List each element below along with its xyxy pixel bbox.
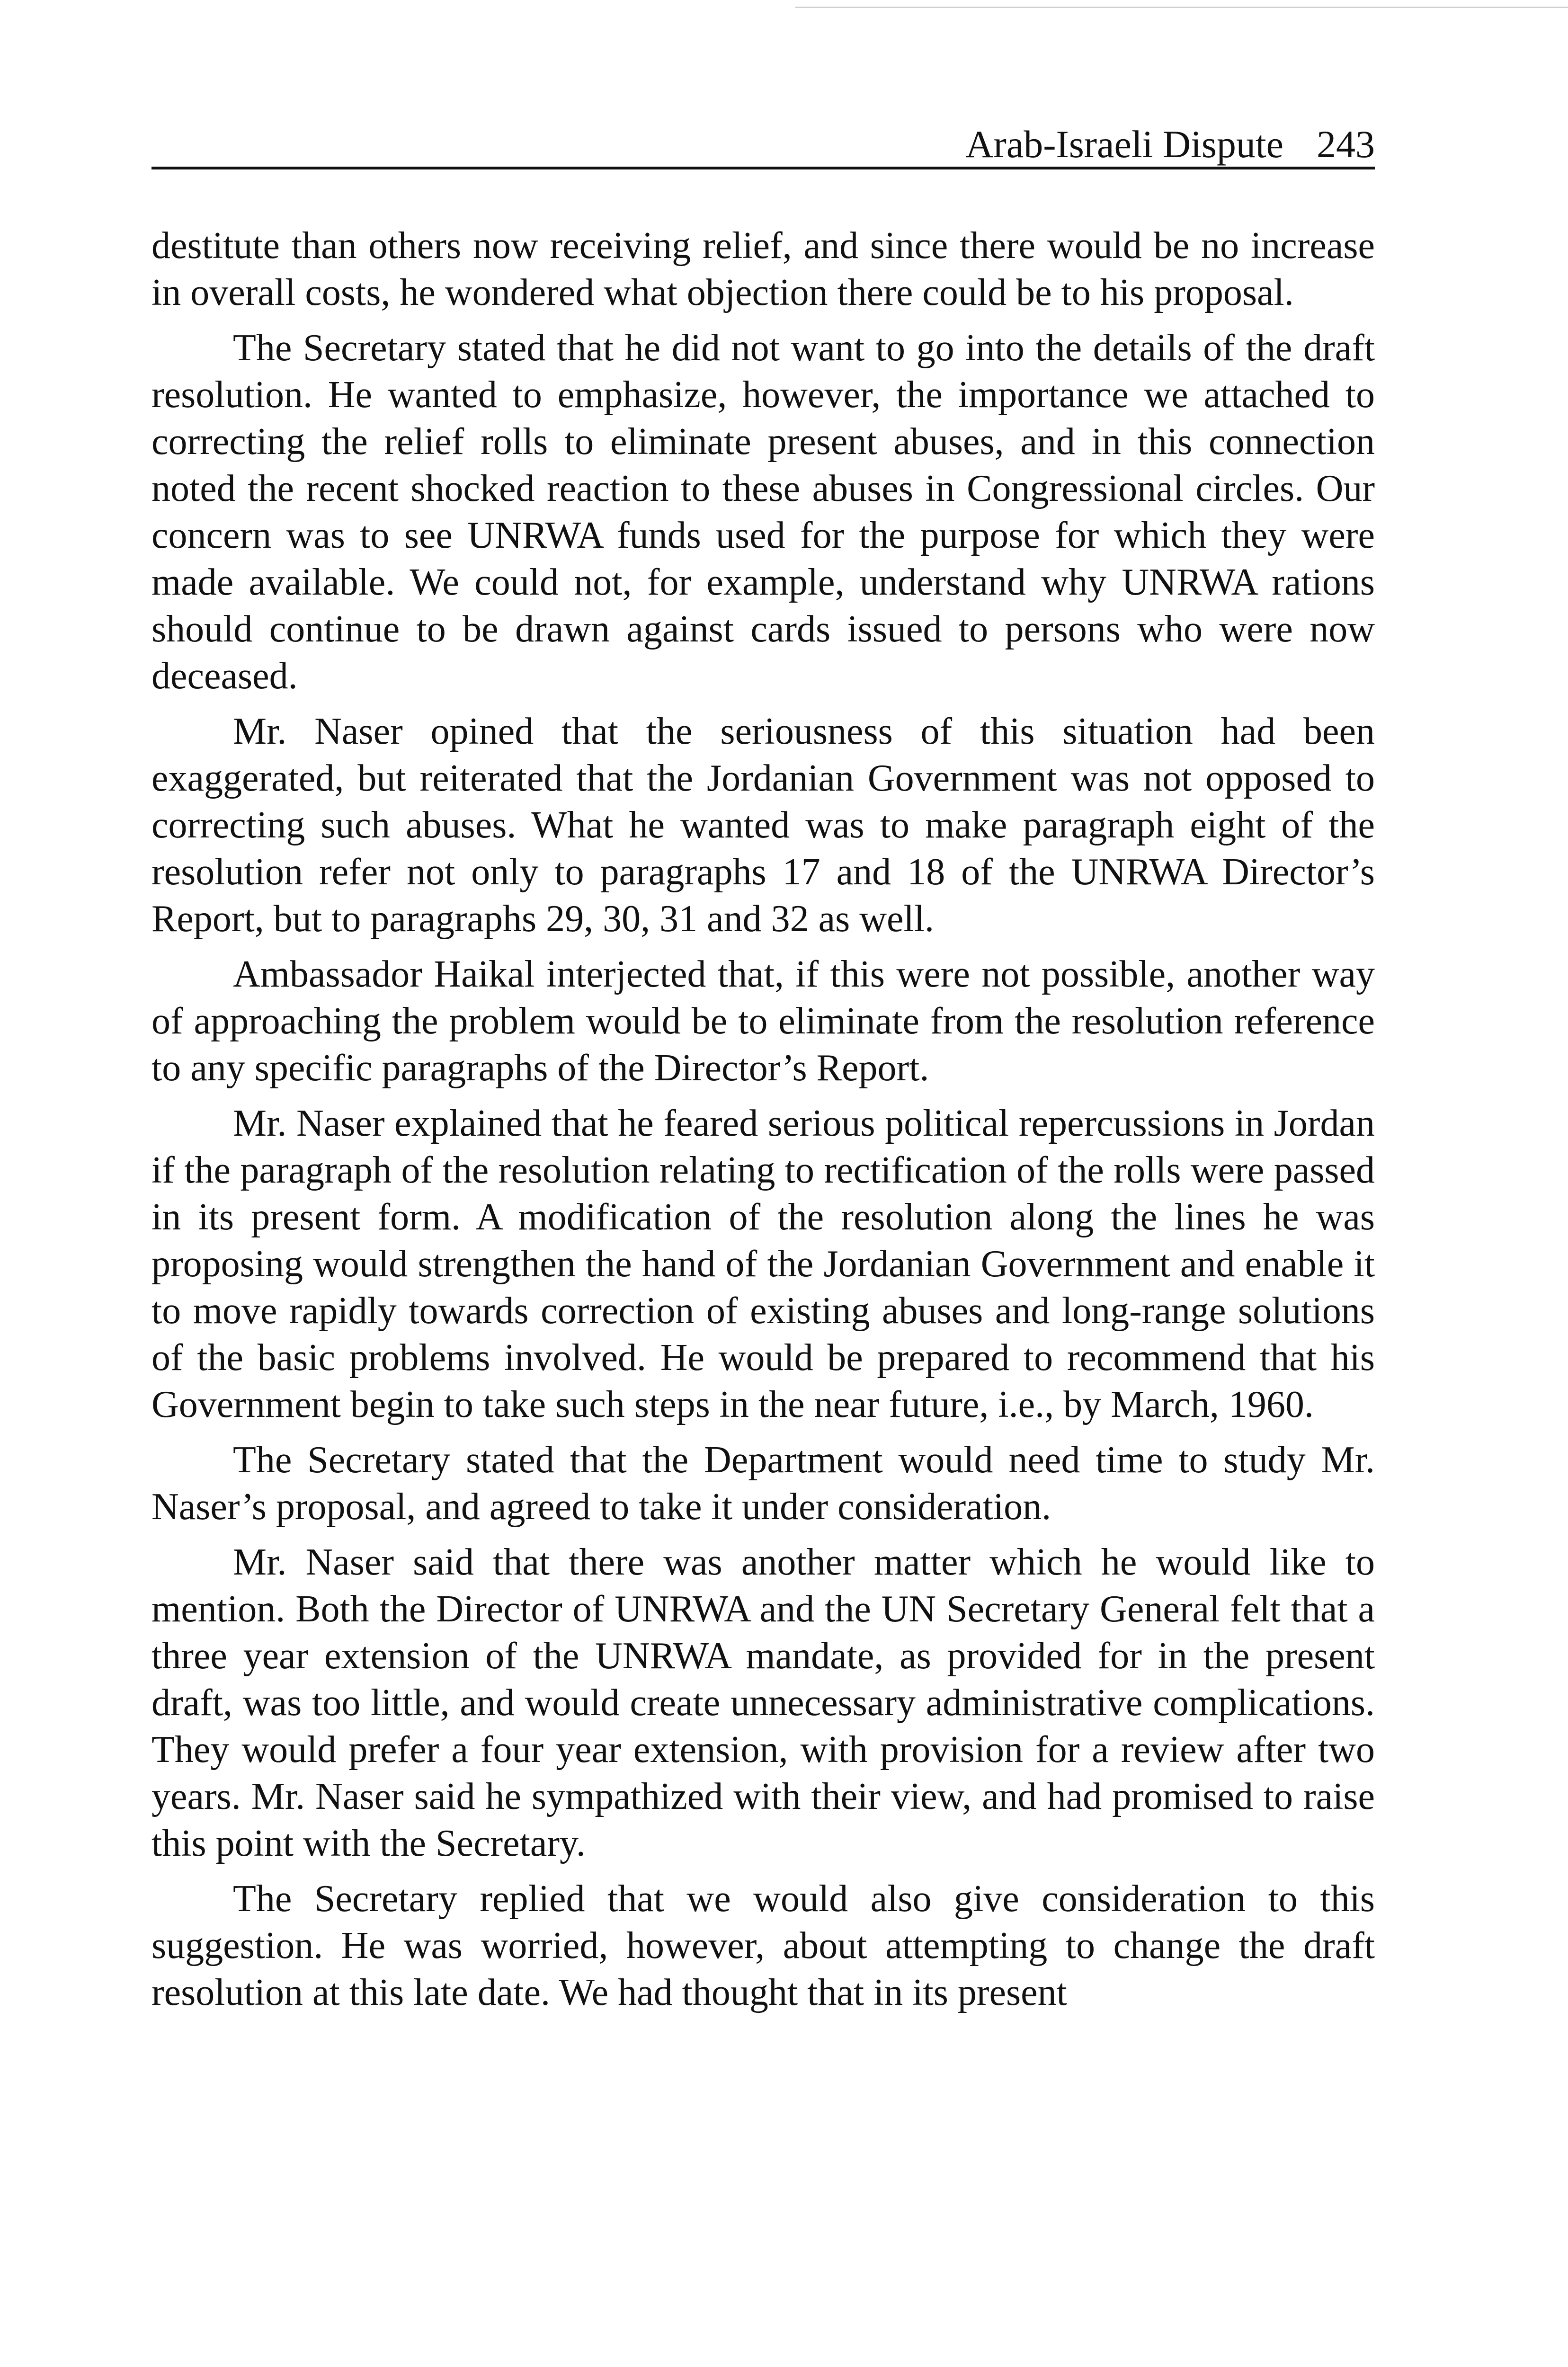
paragraph-1: destitute than others now receiving relief, and since there would be no increase in overall costs, he wondered what objection there could be to his proposal.	[151, 225, 1375, 313]
paragraph-6: The Secretary stated that the Department would need time to study Mr. Naser’s proposal, and agreed to take it under consideration.	[151, 1439, 1375, 1528]
paragraph-5: Mr. Naser explained that he feared serious political repercussions in Jordan if the paragraph of the resolution relating to rectification of the rolls were passed in its present form. A modification of the resolution along the lines he was proposing would strengthen the hand of the Jordanian Government and enable it to move rapidly towards correction of existing abuses and long-range solutions of the basic problems involved. He would be prepared to recommend that his Government begin to take such steps in the near future, i.e., by March, 1960.	[151, 1103, 1375, 1425]
running-header	[151, 114, 1375, 169]
paragraph-2: The Secretary stated that he did not want to go into the details of the draft resolution. He wanted to emphasize, however, the importance we attached to correcting the relief rolls to eliminate present abuses, and in this connection noted the recent shocked reaction to these abuses in Congressional circles. Our concern was to see UNRWA funds used for the purpose for which they were made available. We could not, for example, understand why UNRWA rations should continue to be drawn against cards issued to persons who were now deceased.	[151, 327, 1375, 697]
running-title: Arab-Israeli Dispute	[965, 123, 1283, 166]
paragraph-3: Mr. Naser opined that the seriousness of this situation had been exaggerated, but reiterated that the Jordanian Government was not opposed to correcting such abuses. What he wanted was to make paragraph eight of the resolution refer not only to paragraphs 17 and 18 of the UNRWA Director’s Report, but to paragraphs 29, 30, 31 and 32 as well.	[151, 711, 1375, 940]
paragraph-7: Mr. Naser said that there was another matter which he would like to mention. Both the Director of UNRWA and the UN Secretary General felt that a three year extension of the UNRWA mandate, as provided for in the present draft, was too little, and would create unnecessary administrative complications. They would prefer a four year extension, with provision for a review after two years. Mr. Naser said he sympathized with their view, and had promised to raise this point with the Secretary.	[151, 1541, 1375, 1864]
paragraph-4: Ambassador Haikal interjected that, if this were not possible, another way of approaching the problem would be to eliminate from the resolution reference to any specific paragraphs of the Director’s Report.	[151, 953, 1375, 1089]
scan-edge-line	[795, 7, 1568, 8]
paragraph-8: The Secretary replied that we would also give consideration to this suggestion. He was worried, however, about attempting to change the draft resolution at this late date. We had thought that in its present	[151, 1878, 1375, 2013]
body-text	[151, 222, 1375, 2025]
page-number: 243	[1317, 123, 1375, 166]
